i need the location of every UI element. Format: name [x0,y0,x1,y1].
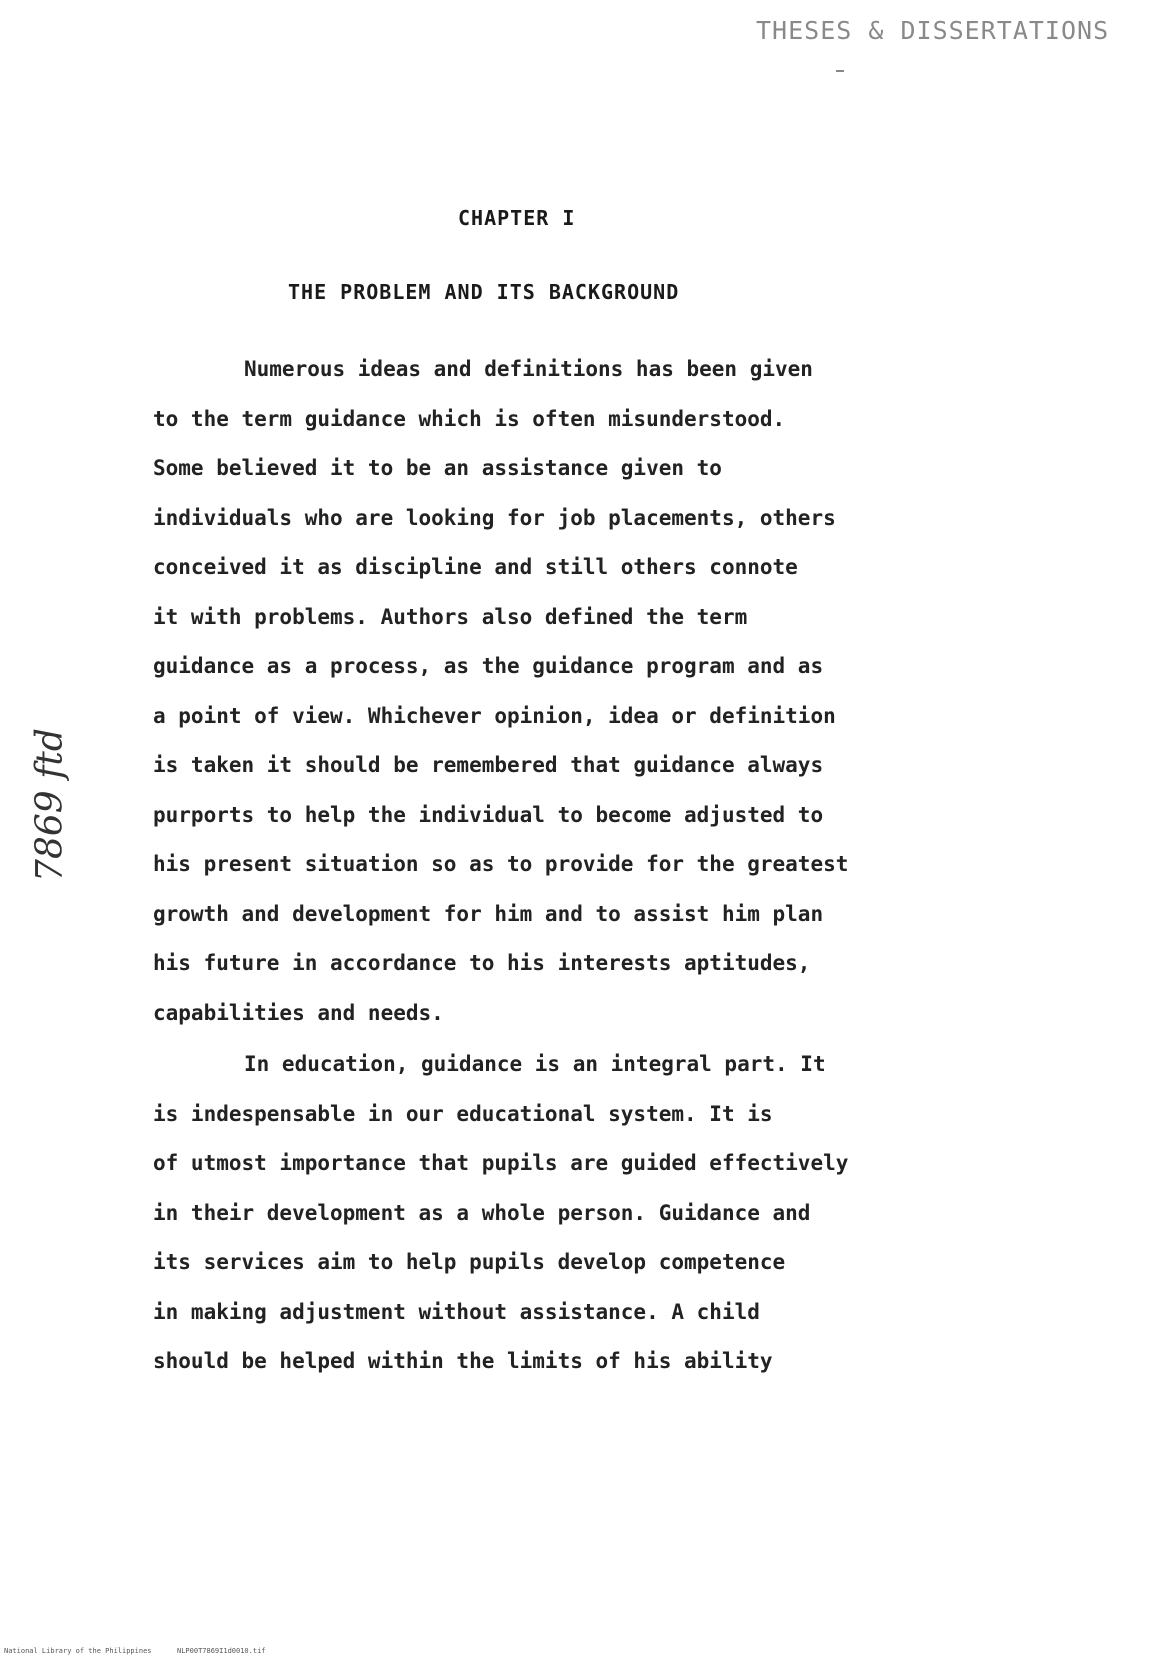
text-line: a point of view. Whichever opinion, idea or definition [153,703,836,728]
text-line: guidance as a process, as the guidance program and as [153,654,824,678]
footer-file-code: NLP00T7869I1d0010.tif [177,1647,266,1655]
text-line: growth and development for him and to assist him plan [153,901,824,926]
chapter-label: CHAPTER I [458,206,576,230]
footer-library-name: National Library of the Philippines [4,1647,152,1655]
text-line: his future in accordance to his interests aptitudes, [153,951,811,975]
text-line: in making adjustment without assistance. A child [153,1299,760,1324]
text-line: its services aim to help pupils develop competence [153,1250,786,1274]
paragraph-2 [153,1040,1013,1387]
margin-note-text: 7869 ftd [29,728,71,882]
text-line: should be helped within the limits of his ability [153,1349,773,1373]
text-line: capabilities and needs. [153,1000,444,1025]
handwritten-margin-note [0,728,125,882]
text-line: his present situation so as to provide for the greatest [153,852,849,876]
text-line: Numerous ideas and definitions has been given [244,357,813,381]
text-line: it with problems. Authors also defined the term [153,604,748,629]
text-line: In education, guidance is an integral part. It [244,1052,826,1076]
text-line: to the term guidance which is often misunderstood. [153,406,786,431]
paragraph-1 [153,345,1013,1038]
text-line: is indespensable in our educational system. It is [153,1101,773,1126]
chapter-title: THE PROBLEM AND ITS BACKGROUND [288,280,680,304]
text-line: purports to help the individual to become adjusted to [153,802,824,827]
text-line: individuals who are looking for job placements, others [153,505,836,530]
library-stamp: THESES & DISSERTATIONS [756,16,1110,45]
stamp-mark [836,70,844,72]
text-line: is taken it should be remembered that guidance always [153,753,824,777]
text-line: of utmost importance that pupils are guided effectively [153,1151,849,1175]
text-line: conceived it as discipline and still others connote [153,555,798,579]
text-line: in their development as a whole person. Guidance and [153,1200,811,1225]
text-line: Some believed it to be an assistance given to [153,456,722,480]
